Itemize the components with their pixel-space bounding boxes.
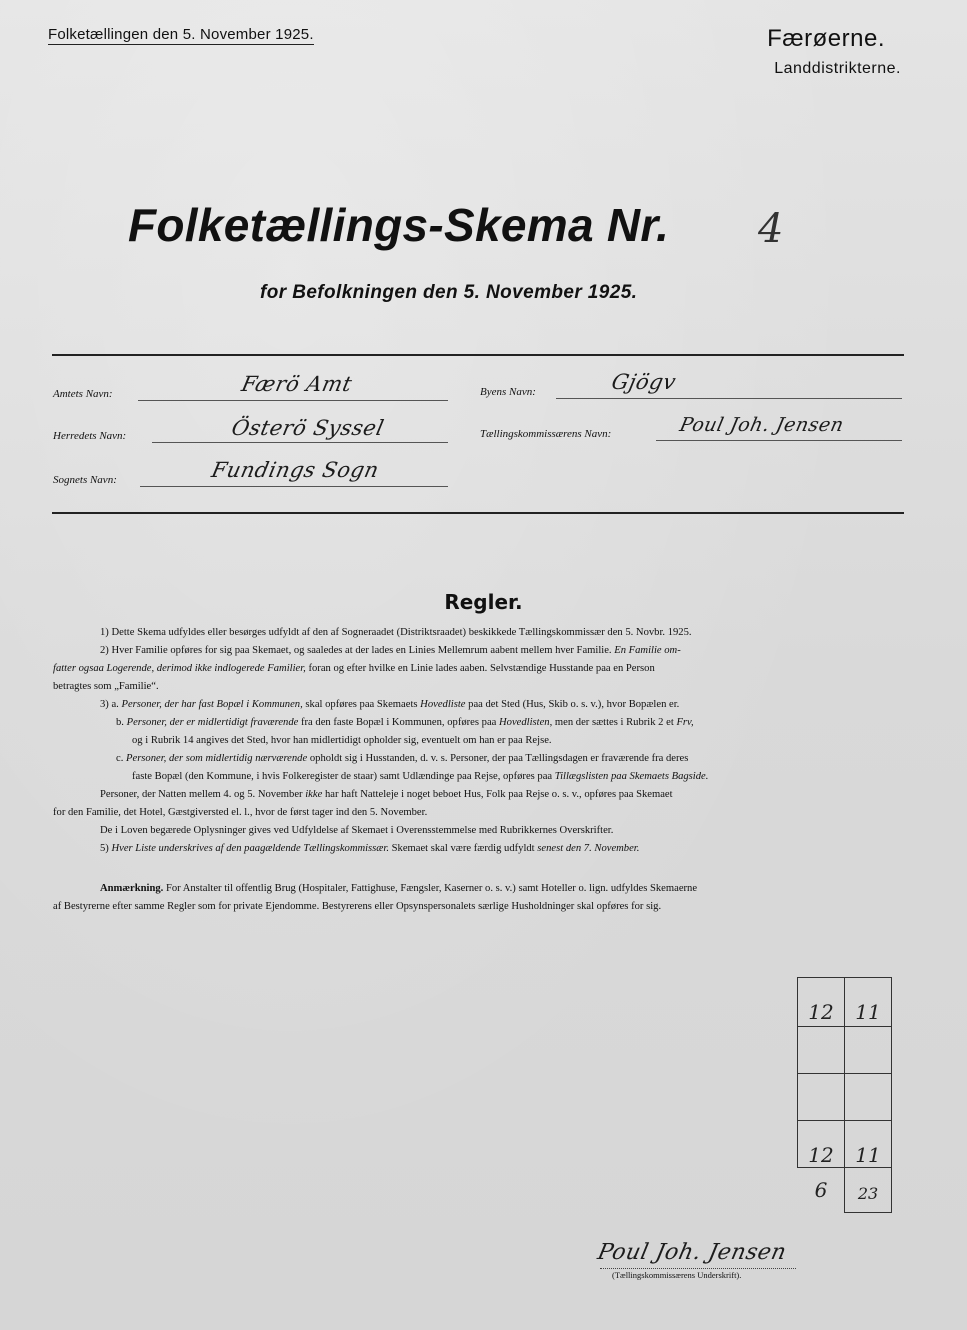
rule-4-text: Personer, der Natten mellem 4. og 5. November: [100, 789, 303, 800]
rule-3b: [116, 714, 694, 732]
rule-4: [100, 786, 673, 804]
by-label: Byens Navn:: [480, 386, 536, 398]
tally-r5-left: 12: [797, 1120, 845, 1168]
sogn-line: [140, 486, 448, 487]
herred-label: Herredets Navn:: [53, 430, 127, 442]
herred-value: Österö Syssel: [229, 416, 387, 440]
header-census-date: Folketællingen den 5. November 1925.: [48, 26, 314, 43]
rule-2-end: betragtes som „Familie“.: [53, 681, 159, 692]
tally-r6-left: 6: [814, 1178, 828, 1202]
commissioner-signature: Poul Joh. Jensen: [595, 1240, 789, 1265]
rule-5: [100, 840, 639, 858]
rule-3c: [116, 750, 688, 768]
rule-3c-text-2: faste Bopæl (den Kommune, i hvis Folkeregister de staar) samt Udlændinge paa Rejse, opføres paa: [132, 771, 553, 782]
rule-3b-italic-3: Frv,: [676, 717, 694, 728]
signature-caption: (Tællingskommissærens Underskrift).: [612, 1270, 742, 1280]
rule-5-num: 5): [100, 843, 109, 854]
sogn-value: Fundings Sogn: [209, 458, 382, 482]
rule-3b-italic-2: Hovedlisten,: [499, 717, 553, 728]
rule-2-italic-2: fatter ogsaa Logerende, derimod ikke indlogerede Familier,: [53, 663, 306, 674]
by-line: [556, 398, 902, 399]
herred-line: [152, 442, 448, 443]
tally-r3-left: [797, 1073, 845, 1121]
rule-5-italic-2: senest den 7. November.: [537, 843, 640, 854]
fields-divider: [52, 512, 904, 514]
tally-r6-right: 23: [844, 1167, 892, 1213]
amt-label: Amtets Navn:: [53, 388, 113, 400]
header-district-type: Landdistrikterne.: [774, 60, 901, 77]
form-subtitle: for Befolkningen den 5. November 1925.: [260, 282, 638, 303]
amt-line: [138, 400, 448, 401]
rule-4-cont: for den Familie, det Hotel, Gæstgiversted el. l., hvor de først tager ind den 5. November.: [53, 807, 428, 818]
tally-r2-right: [844, 1026, 892, 1074]
form-title: Folketællings-Skema Nr.: [128, 199, 670, 251]
rule-2-line: [100, 642, 681, 660]
rule-2-italic: En Familie om-: [614, 645, 681, 656]
form-number-handwritten: 4: [758, 206, 784, 252]
rule-3a-text: skal opføres paa Skemaets: [305, 699, 418, 710]
rule-3b-cont: og i Rubrik 14 angives det Sted, hvor han midlertidigt opholder sig, eventuelt om han er paa Rejse.: [132, 735, 552, 746]
tally-r2-left: [797, 1026, 845, 1074]
note-label: Anmærkning.: [100, 883, 164, 894]
tally-r1-right: 11: [844, 977, 892, 1027]
rule-5-italic: Hver Liste underskrives af den paagældende Tællingskommissær.: [111, 843, 389, 854]
tally-r5-right: 11: [844, 1120, 892, 1168]
signature-line: [600, 1268, 796, 1269]
tally-r1-left: 12: [797, 977, 845, 1027]
rule-3b-text-2: men der sættes i Rubrik 2 et: [554, 717, 674, 728]
rule-3c-italic-2: Tillægslisten paa Skemaets Bagside.: [554, 771, 709, 782]
rule-3b-num: b.: [116, 717, 124, 728]
kommissaer-value: Poul Joh. Jensen: [677, 414, 846, 436]
rule-3c-text: opholdt sig i Husstanden, d. v. s. Personer, der paa Tællingsdagen er fraværende fra deres: [309, 753, 689, 764]
rule-3b-text: fra den faste Bopæl i Kommunen, opføres paa: [301, 717, 497, 728]
rule-3b-italic: Personer, der er midlertidigt fraværende: [126, 717, 299, 728]
rule-5-text: Skemaet skal være færdig udfyldt: [391, 843, 535, 854]
kommissaer-label: Tællingskommissærens Navn:: [480, 428, 612, 440]
note: [100, 880, 697, 898]
rule-4b: De i Loven begærede Oplysninger gives ved Udfyldelse af Skemaet i Overensstemmelse med Rubrikkernes Overskrifter.: [100, 825, 614, 836]
rule-1: 1) Dette Skema udfyldes eller besørges udfyldt af den af Sogneraadet (Distriktsraadet) beskikkede Tællingskommissær den 5. Novbr. 1925.: [100, 627, 692, 638]
note-cont: af Bestyrerne efter samme Regler som for private Ejendomme. Bestyrerens eller Opsynspersonalets særlige Husholdninger skal opføres for sig.: [53, 901, 662, 912]
rule-3c-cont: [132, 768, 708, 786]
rule-3c-italic: Personer, der som midlertidig nærværende: [126, 753, 308, 764]
rule-3a-italic-2: Hovedliste: [420, 699, 466, 710]
rule-3c-num: c.: [116, 753, 124, 764]
rule-2-cont: [53, 660, 655, 678]
rule-2-text: 2) Hver Familie opføres for sig paa Skemaet, og saaledes at der lades en Linies Mellemrum aabent mellem hver Familie.: [100, 645, 612, 656]
by-value: Gjögv: [609, 370, 679, 394]
rule-4-text-2: har haft Natteleje i noget beboet Hus, Folk paa Rejse o. s. v., opføres paa Skemaet: [324, 789, 673, 800]
note-text-1: For Anstalter til offentlig Brug (Hospitaler, Fattighuse, Fængsler, Kaserner o. s. v.) samt Hoteller o. lign. udfyldes Skemaerne: [165, 883, 698, 894]
rule-2-text-2: foran og efter hvilke en Linie lades aaben. Selvstændige Husstande paa en Person: [308, 663, 655, 674]
rule-3a-italic: Personer, der har fast Bopæl i Kommunen,: [121, 699, 303, 710]
header-region: Færøerne.: [767, 25, 885, 52]
sogn-label: Sognets Navn:: [53, 474, 117, 486]
rule-3a-num: 3) a.: [100, 699, 119, 710]
rules-heading: Regler.: [444, 590, 523, 614]
top-divider: [52, 354, 904, 356]
rule-3a: [100, 696, 679, 714]
rule-3a-text-2: paa det Sted (Hus, Skib o. s. v.), hvor Bopælen er.: [468, 699, 680, 710]
kommissaer-line: [656, 440, 902, 441]
rule-4-italic: ikke: [305, 789, 323, 800]
amt-value: Færö Amt: [239, 372, 355, 396]
tally-r3-right: [844, 1073, 892, 1121]
